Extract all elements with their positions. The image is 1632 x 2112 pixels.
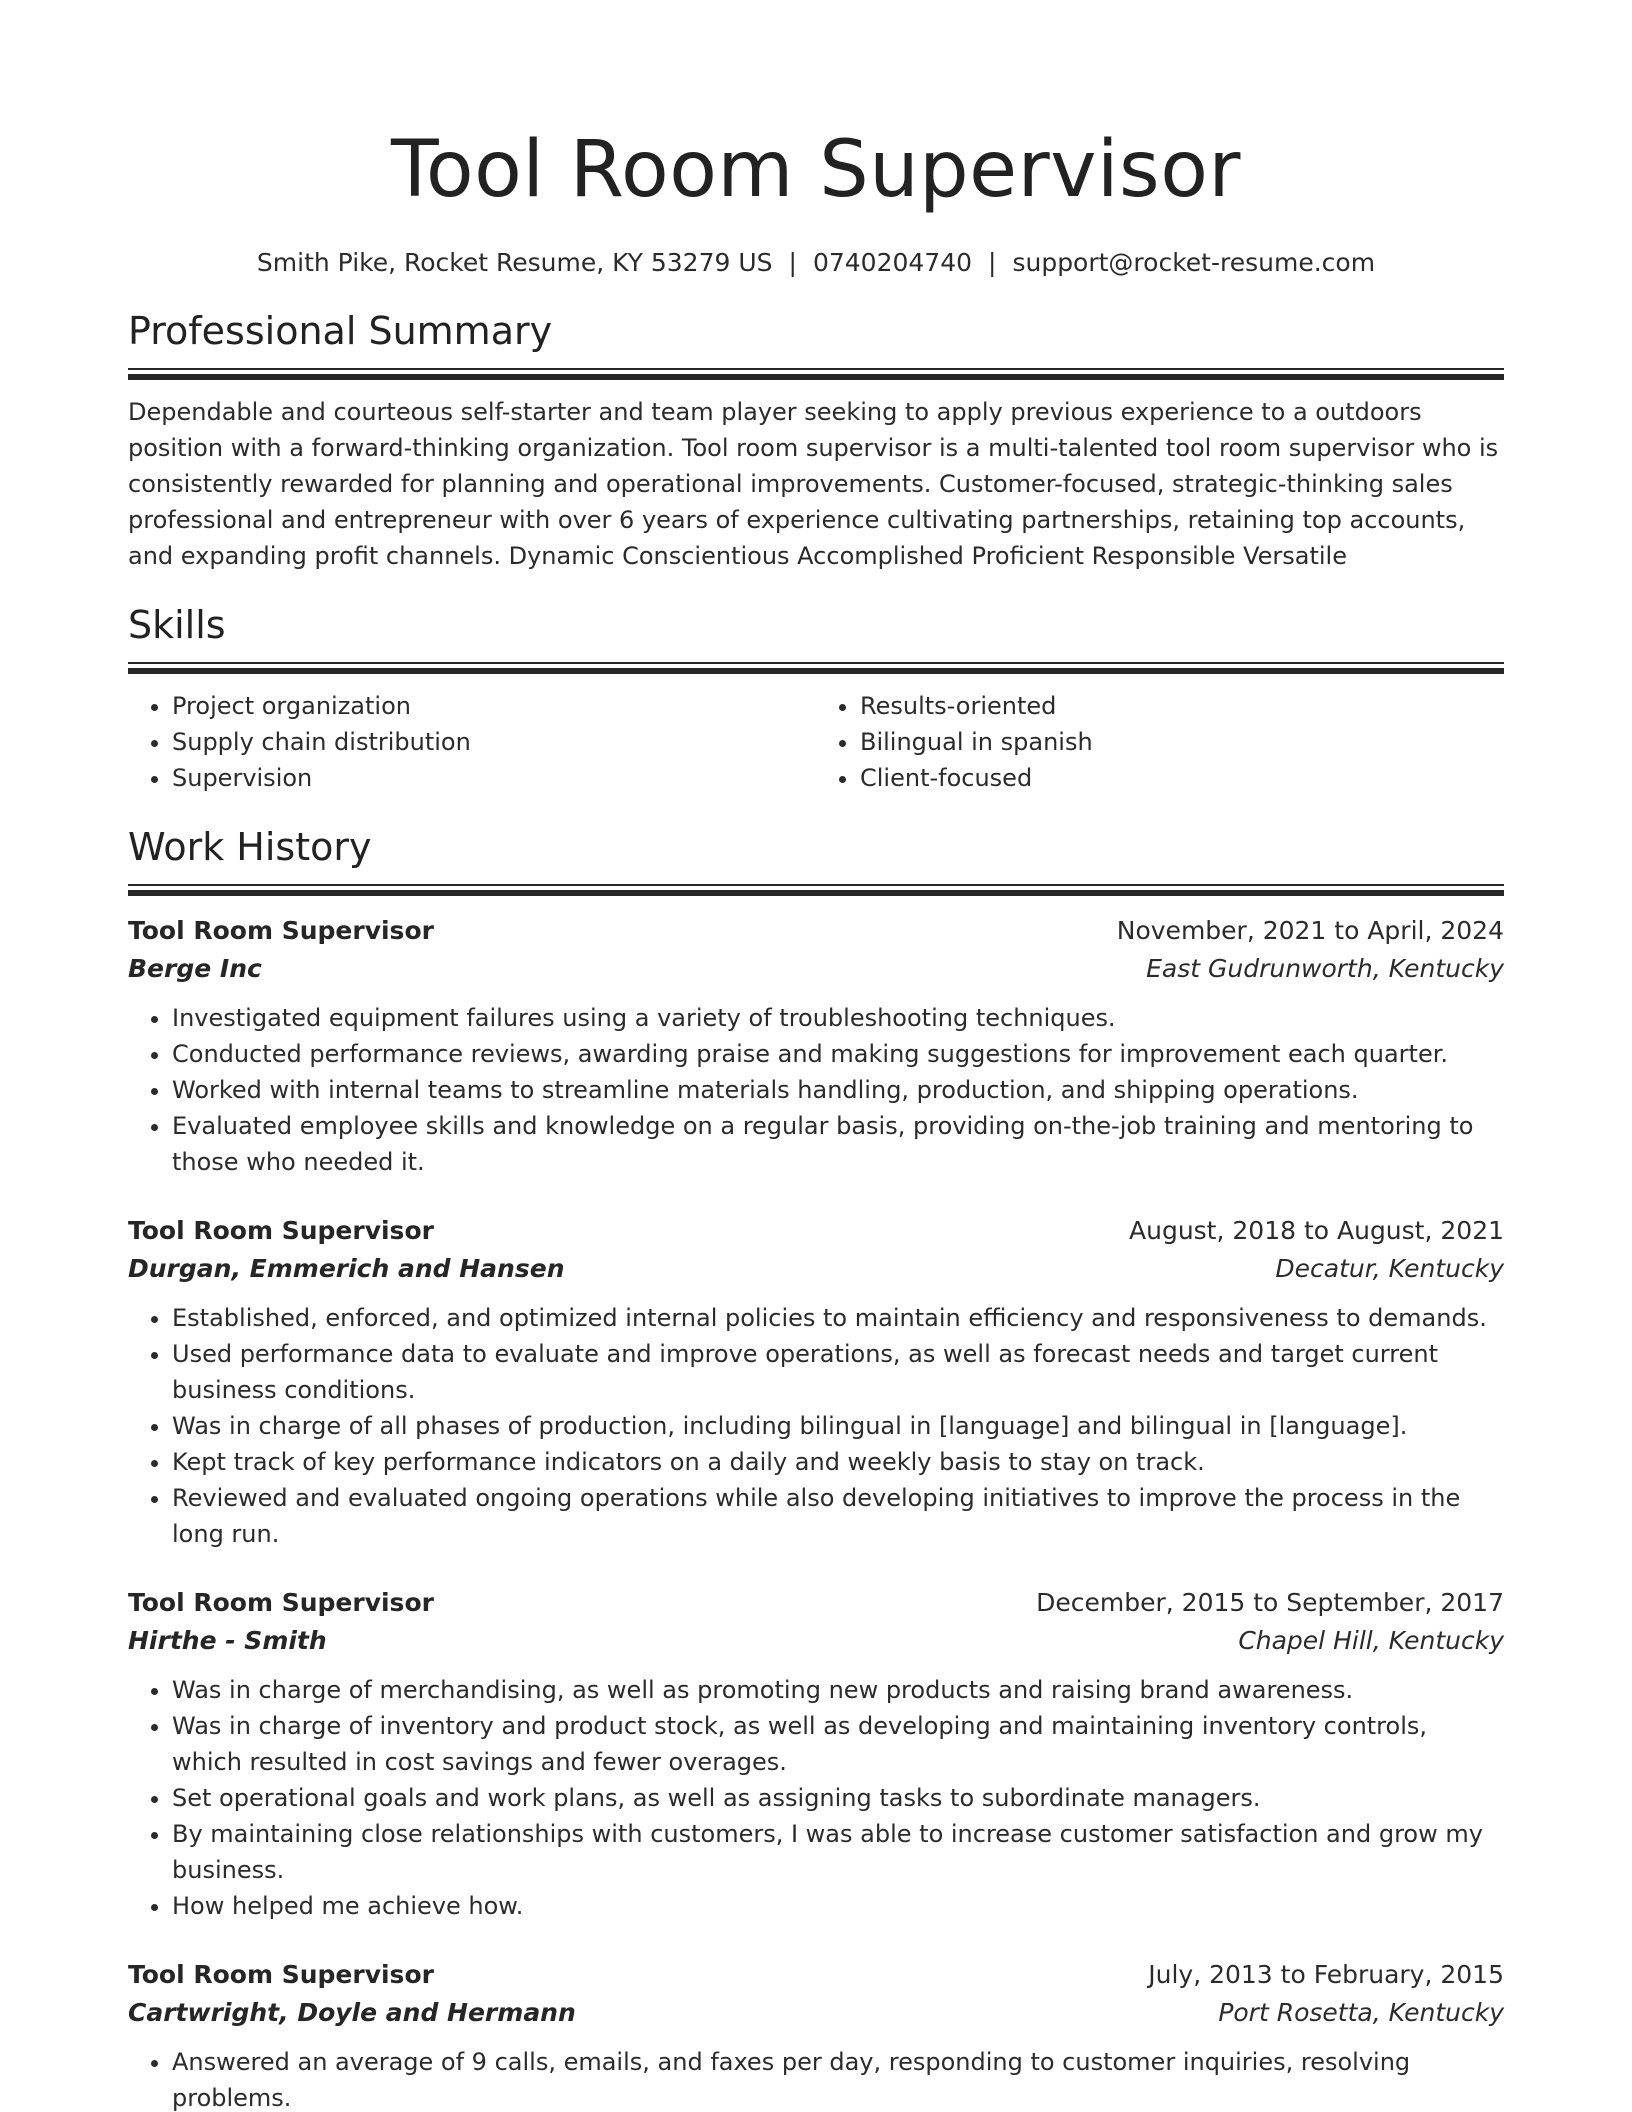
job-bullet: • Worked with internal teams to streamline materials handling, production, and shipping operations. xyxy=(172,1072,1504,1108)
job-bullet: • Was in charge of all phases of production, including bilingual in [language] and bilingual in [language]. xyxy=(172,1408,1504,1444)
skills-list-right xyxy=(816,688,1504,796)
contact-phone: 0740204740 xyxy=(812,248,973,277)
summary-text: Dependable and courteous self-starter and team player seeking to apply previous experience to a outdoors position with a forward-thinking organization. Tool room supervisor is a multi-talented tool room supervisor who is consistently rewarded for planning and operational improvements. Customer-focused, strategic-thinking sales professional and entrepreneur with over 6 years of experience cultivating partnerships, retaining top accounts, and expanding profit channels. Dynamic Conscientious Accomplished Proficient Responsible Versatile xyxy=(128,398,1499,570)
skills-list-left xyxy=(128,688,816,796)
job-title: Tool Room Supervisor xyxy=(128,1960,434,1989)
skills-columns xyxy=(128,688,1504,796)
job-title: Tool Room Supervisor xyxy=(128,1588,434,1617)
contact-separator: | xyxy=(788,248,797,277)
job-dates: November, 2021 to April, 2024 xyxy=(1116,916,1504,945)
job-company: Cartwright, Doyle and Hermann xyxy=(128,1998,576,2027)
job-company: Berge Inc xyxy=(128,954,262,983)
job-bullets xyxy=(128,2044,1504,2112)
skills-section xyxy=(128,602,1504,796)
work-history-section xyxy=(128,824,1504,2112)
section-title-summary: Professional Summary xyxy=(128,309,553,353)
job-bullet: • Used performance data to evaluate and improve operations, as well as forecast needs and target current business conditions. xyxy=(172,1336,1504,1408)
contact-line xyxy=(128,246,1504,280)
job-bullet: • Answered an average of 9 calls, emails, and faxes per day, responding to customer inquiries, resolving problems. xyxy=(172,2044,1504,2112)
skill-item: • Supervision xyxy=(172,760,816,796)
job-company: Durgan, Emmerich and Hansen xyxy=(128,1254,565,1283)
job-header-row xyxy=(128,1584,1504,1622)
job-bullet: • Was in charge of inventory and product stock, as well as developing and maintaining inventory controls, which resulted in cost savings and fewer overages. xyxy=(172,1708,1504,1780)
job-company-row xyxy=(128,1994,1504,2032)
job-entry xyxy=(128,1584,1504,1924)
job-bullet: • Investigated equipment failures using a variety of troubleshooting techniques. xyxy=(172,1000,1504,1036)
section-title-skills: Skills xyxy=(128,603,226,647)
job-company-row xyxy=(128,1622,1504,1660)
job-entry xyxy=(128,1212,1504,1552)
job-title: Tool Room Supervisor xyxy=(128,916,434,945)
job-header-row xyxy=(128,912,1504,950)
job-company-row xyxy=(128,1250,1504,1288)
contact-email: support@rocket-resume.com xyxy=(1012,248,1376,277)
summary-section xyxy=(128,308,1504,574)
section-divider xyxy=(128,662,1504,674)
section-title-work-history: Work History xyxy=(128,825,372,869)
job-title: Tool Room Supervisor xyxy=(128,1216,434,1245)
resume-name: Tool Room Supervisor xyxy=(391,125,1241,215)
job-location: Chapel Hill, Kentucky xyxy=(1238,1626,1504,1655)
section-divider xyxy=(128,368,1504,380)
skill-item: • Results-oriented xyxy=(860,688,1504,724)
job-entry xyxy=(128,912,1504,1180)
job-dates: July, 2013 to February, 2015 xyxy=(1148,1960,1504,1989)
job-bullet: • Was in charge of merchandising, as well as promoting new products and raising brand awareness. xyxy=(172,1672,1504,1708)
job-entry xyxy=(128,1956,1504,2112)
job-location: Decatur, Kentucky xyxy=(1275,1254,1504,1283)
section-divider xyxy=(128,884,1504,896)
job-dates: December, 2015 to September, 2017 xyxy=(1036,1588,1504,1617)
skill-item: • Project organization xyxy=(172,688,816,724)
skill-item: • Supply chain distribution xyxy=(172,724,816,760)
job-location: Port Rosetta, Kentucky xyxy=(1218,1998,1504,2027)
job-bullet: • Established, enforced, and optimized internal policies to maintain efficiency and responsiveness to demands. xyxy=(172,1300,1504,1336)
job-bullet: • How helped me achieve how. xyxy=(172,1888,1504,1924)
contact-separator: | xyxy=(988,248,997,277)
job-bullet: • Kept track of key performance indicators on a daily and weekly basis to stay on track. xyxy=(172,1444,1504,1480)
job-header-row xyxy=(128,1212,1504,1250)
job-header-row xyxy=(128,1956,1504,1994)
resume-page xyxy=(128,0,1504,2112)
job-bullet: • Set operational goals and work plans, as well as assigning tasks to subordinate managers. xyxy=(172,1780,1504,1816)
job-bullet: • Evaluated employee skills and knowledge on a regular basis, providing on-the-job training and mentoring to those who needed it. xyxy=(172,1108,1504,1180)
job-company: Hirthe - Smith xyxy=(128,1626,327,1655)
job-bullet: • Conducted performance reviews, awarding praise and making suggestions for improvement each quarter. xyxy=(172,1036,1504,1072)
job-bullets xyxy=(128,1300,1504,1552)
job-bullets xyxy=(128,1672,1504,1924)
contact-address: Smith Pike, Rocket Resume, KY 53279 US xyxy=(256,248,773,277)
job-company-row xyxy=(128,950,1504,988)
skill-item: • Client-focused xyxy=(860,760,1504,796)
job-bullet: • By maintaining close relationships with customers, I was able to increase customer satisfaction and grow my business. xyxy=(172,1816,1504,1888)
job-location: East Gudrunworth, Kentucky xyxy=(1146,954,1504,983)
job-bullet: • Reviewed and evaluated ongoing operations while also developing initiatives to improve the process in the long run. xyxy=(172,1480,1504,1552)
skill-item: • Bilingual in spanish xyxy=(860,724,1504,760)
job-bullets xyxy=(128,1000,1504,1180)
job-dates: August, 2018 to August, 2021 xyxy=(1129,1216,1504,1245)
